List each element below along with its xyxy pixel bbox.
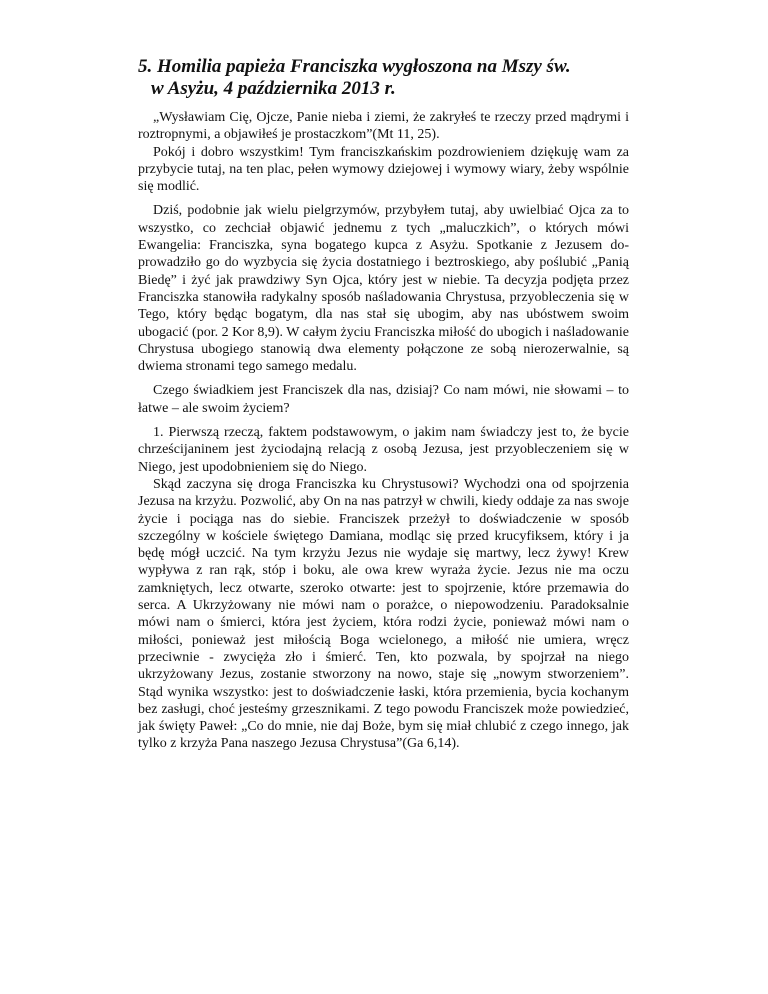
title-line-2: w Asyżu, 4 października 2013 r.: [151, 78, 396, 99]
paragraph-quote: „Wysławiam Cię, Ojcze, Panie nieba i ziemi, że zakryłeś te rzeczy przed mądrymi i roztropnymi, a objawiłeś je prostaczkom”(Mt 11, 25).: [138, 110, 629, 143]
paragraph-greeting: Pokój i dobro wszystkim! Tym franciszkańskim pozdrowieniem dziękuję wam za przybycie tutaj, na ten plac, pełen wymowy dziejowej i wymowy wiary, żeby wspólnie się modlić.: [138, 144, 629, 195]
title-line-1: 5. Homilia papieża Franciszka wygłoszona na Mszy św.: [138, 56, 571, 77]
document-page: [138, 56, 629, 753]
paragraph-point-one: 1. Pierwszą rzeczą, faktem podstawowym, o jakim nam świadczy jest to, że bycie chrześcijaninem jest życiodajną relacją z osobą Jezusa, jest przyobleczeniem się w Niego, jest upodobnieniem się do Niego.: [138, 425, 629, 475]
document-title: [138, 56, 629, 100]
paragraph-question: Czego świadkiem jest Franciszek dla nas, dzisiaj? Co nam mówi, nie słowami – to łatwe – ale swoim życiem?: [138, 383, 629, 416]
paragraph-pilgrims: Dziś, podobnie jak wielu pielgrzymów, przybyłem tutaj, aby uwielbiać Ojca za to wszystko, co zechciał objawić jednemu z tych „maluczkich”, o których mówi Ewangelia: Franciszka, syna bogatego kupca z Asyżu. Spotkanie z Jezusem doprowadziło go do wyzbycia się życia dostatniego i beztroskiego, aby poślubić „Panią Biedę” i żyć jak prawdziwy Syn Ojca, który jest w niebie. Ta decyzja podjęta przez Franciszka stanowiła radykalny sposób naśladowania Chrystusa, przyobleczenia się w Tego, który będąc bogatym, dla nas stał się ubogim, aby nas ubóstwem swoim ubogacić (por. 2 Kor 8,9). W całym życiu Franciszka miłość do ubogich i naśladowanie Chrystusa ubogiego stanowią dwa elementy połączone ze sobą nierozerwalnie, są dwiema stronami tego samego medalu.: [138, 203, 629, 375]
paragraph-crucifix: Skąd zaczyna się droga Franciszka ku Chrystusowi? Wychodzi ona od spojrzenia Jezusa na krzyżu. Pozwolić, aby On na nas patrzył w chwili, kiedy oddaje za nas swoje życie i pociąga nas do siebie. Franciszek przeżył to doświadczenie w sposób szczególny w kościele świętego Damiana, modląc się przed krucyfiksem, który i ja będę mógł uczcić. Na tym krzyżu Jezus nie wydaje się martwy, lecz żywy! Krew wypływa z ran rąk, stóp i boku, ale owa krew wyraża życie. Jezus nie ma oczu zamkniętych, lecz otwarte, szeroko otwarte: jest to spojrzenie, które przemawia do serca. A Ukrzyżowany nie mówi nam o porażce, o niepowodzeniu. Paradoksalnie mówi nam o śmierci, która jest życiem, która rodzi życie, ponieważ mówi nam o miłości, ponieważ jest miłością Boga wcielonego, a miłość nie umiera, wręcz przeciwnie - zwycięża zło i śmierć. Ten, kto pozwala, by spojrzał na niego ukrzyżowany Jezus, zostanie stworzony na nowo, staje się „nowym stworzeniem”. Stąd wynika wszystko: jest to doświadczenie łaski, która przemienia, bycia kochanym bez zasługi, choć jesteśmy grzesznikami. Z tego powodu Franciszek może powiedzieć, jak święty Paweł: „Co do mnie, nie daj Boże, bym się miał chlubić z czego innego, jak tylko z krzyża Pana naszego Jezusa Chrystusa”(Ga 6,14).: [138, 476, 629, 752]
